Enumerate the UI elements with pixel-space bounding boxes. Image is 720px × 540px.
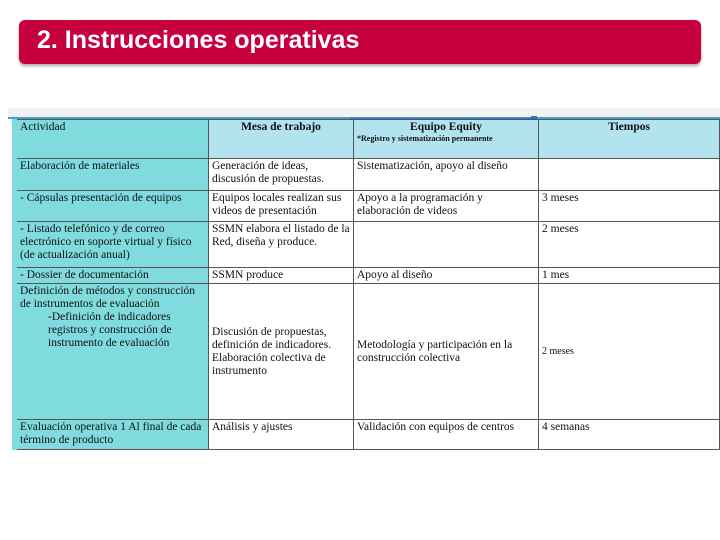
cell-mesa: SSMN elabora el listado de la Red, diseña y produce.: [209, 222, 354, 268]
activities-table: [12, 119, 720, 450]
cell-actividad: - Listado telefónico y de correo electrónico en soporte virtual y físico (de actualización anual): [15, 222, 209, 268]
cell-actividad: [15, 284, 209, 420]
table-row: [15, 284, 720, 420]
cell-actividad: Elaboración de materiales: [15, 159, 209, 191]
table-header-row: [15, 120, 720, 159]
cell-mesa: Discusión de propuestas, definición de indicadores. Elaboración colectiva de instrumento: [209, 284, 354, 420]
cell-actividad: - Cápsulas presentación de equipos: [15, 191, 209, 222]
cell-mesa: SSMN produce: [209, 268, 354, 284]
cell-equipo: Sistematización, apoyo al diseño: [354, 159, 539, 191]
table-row: [15, 222, 720, 268]
header-tiempos: Tiempos: [539, 120, 720, 159]
cell-equipo: Validación con equipos de centros: [354, 420, 539, 450]
cell-actividad-text: Definición de métodos y construcción de instrumentos de evaluación: [20, 285, 196, 310]
cell-equipo: [354, 222, 539, 268]
cell-equipo: Apoyo al diseño: [354, 268, 539, 284]
header-equipo-sub: *Registro y sistematización permanente: [357, 134, 493, 143]
cell-tiempo: 4 semanas: [539, 420, 720, 450]
table-row: [15, 191, 720, 222]
page-title: 2. Instrucciones operativas: [37, 26, 360, 54]
cell-mesa: Análisis y ajustes: [209, 420, 354, 450]
column-header-strip: [8, 108, 720, 117]
header-equipo: Equipo Equity *Registro y sistematización permanente: [354, 120, 539, 159]
cell-actividad: - Dossier de documentación: [15, 268, 209, 284]
cell-tiempo: 2 meses: [539, 284, 720, 420]
cell-tiempo: 2 meses: [539, 222, 720, 268]
table-row: [15, 268, 720, 284]
cell-actividad: Evaluación operativa 1 Al final de cada término de producto: [15, 420, 209, 450]
cell-tiempo: [539, 159, 720, 191]
cell-tiempo: 3 meses: [539, 191, 720, 222]
cell-equipo: Apoyo a la programación y elaboración de videos: [354, 191, 539, 222]
cell-equipo: Metodología y participación en la construcción colectiva: [354, 284, 539, 420]
spreadsheet-image: [0, 108, 720, 452]
title-banner: [19, 20, 701, 64]
cell-mesa: Generación de ideas, discusión de propuestas.: [209, 159, 354, 191]
cell-tiempo: 1 mes: [539, 268, 720, 284]
cell-actividad-subtext: -Definición de indicadores registros y construcción de instrumento de evaluación: [48, 311, 172, 349]
cell-mesa: Equipos locales realizan sus videos de presentación: [209, 191, 354, 222]
table-row: [15, 420, 720, 450]
header-mesa: Mesa de trabajo: [209, 120, 354, 159]
table-row: [15, 159, 720, 191]
header-actividad: Actividad: [15, 120, 209, 159]
